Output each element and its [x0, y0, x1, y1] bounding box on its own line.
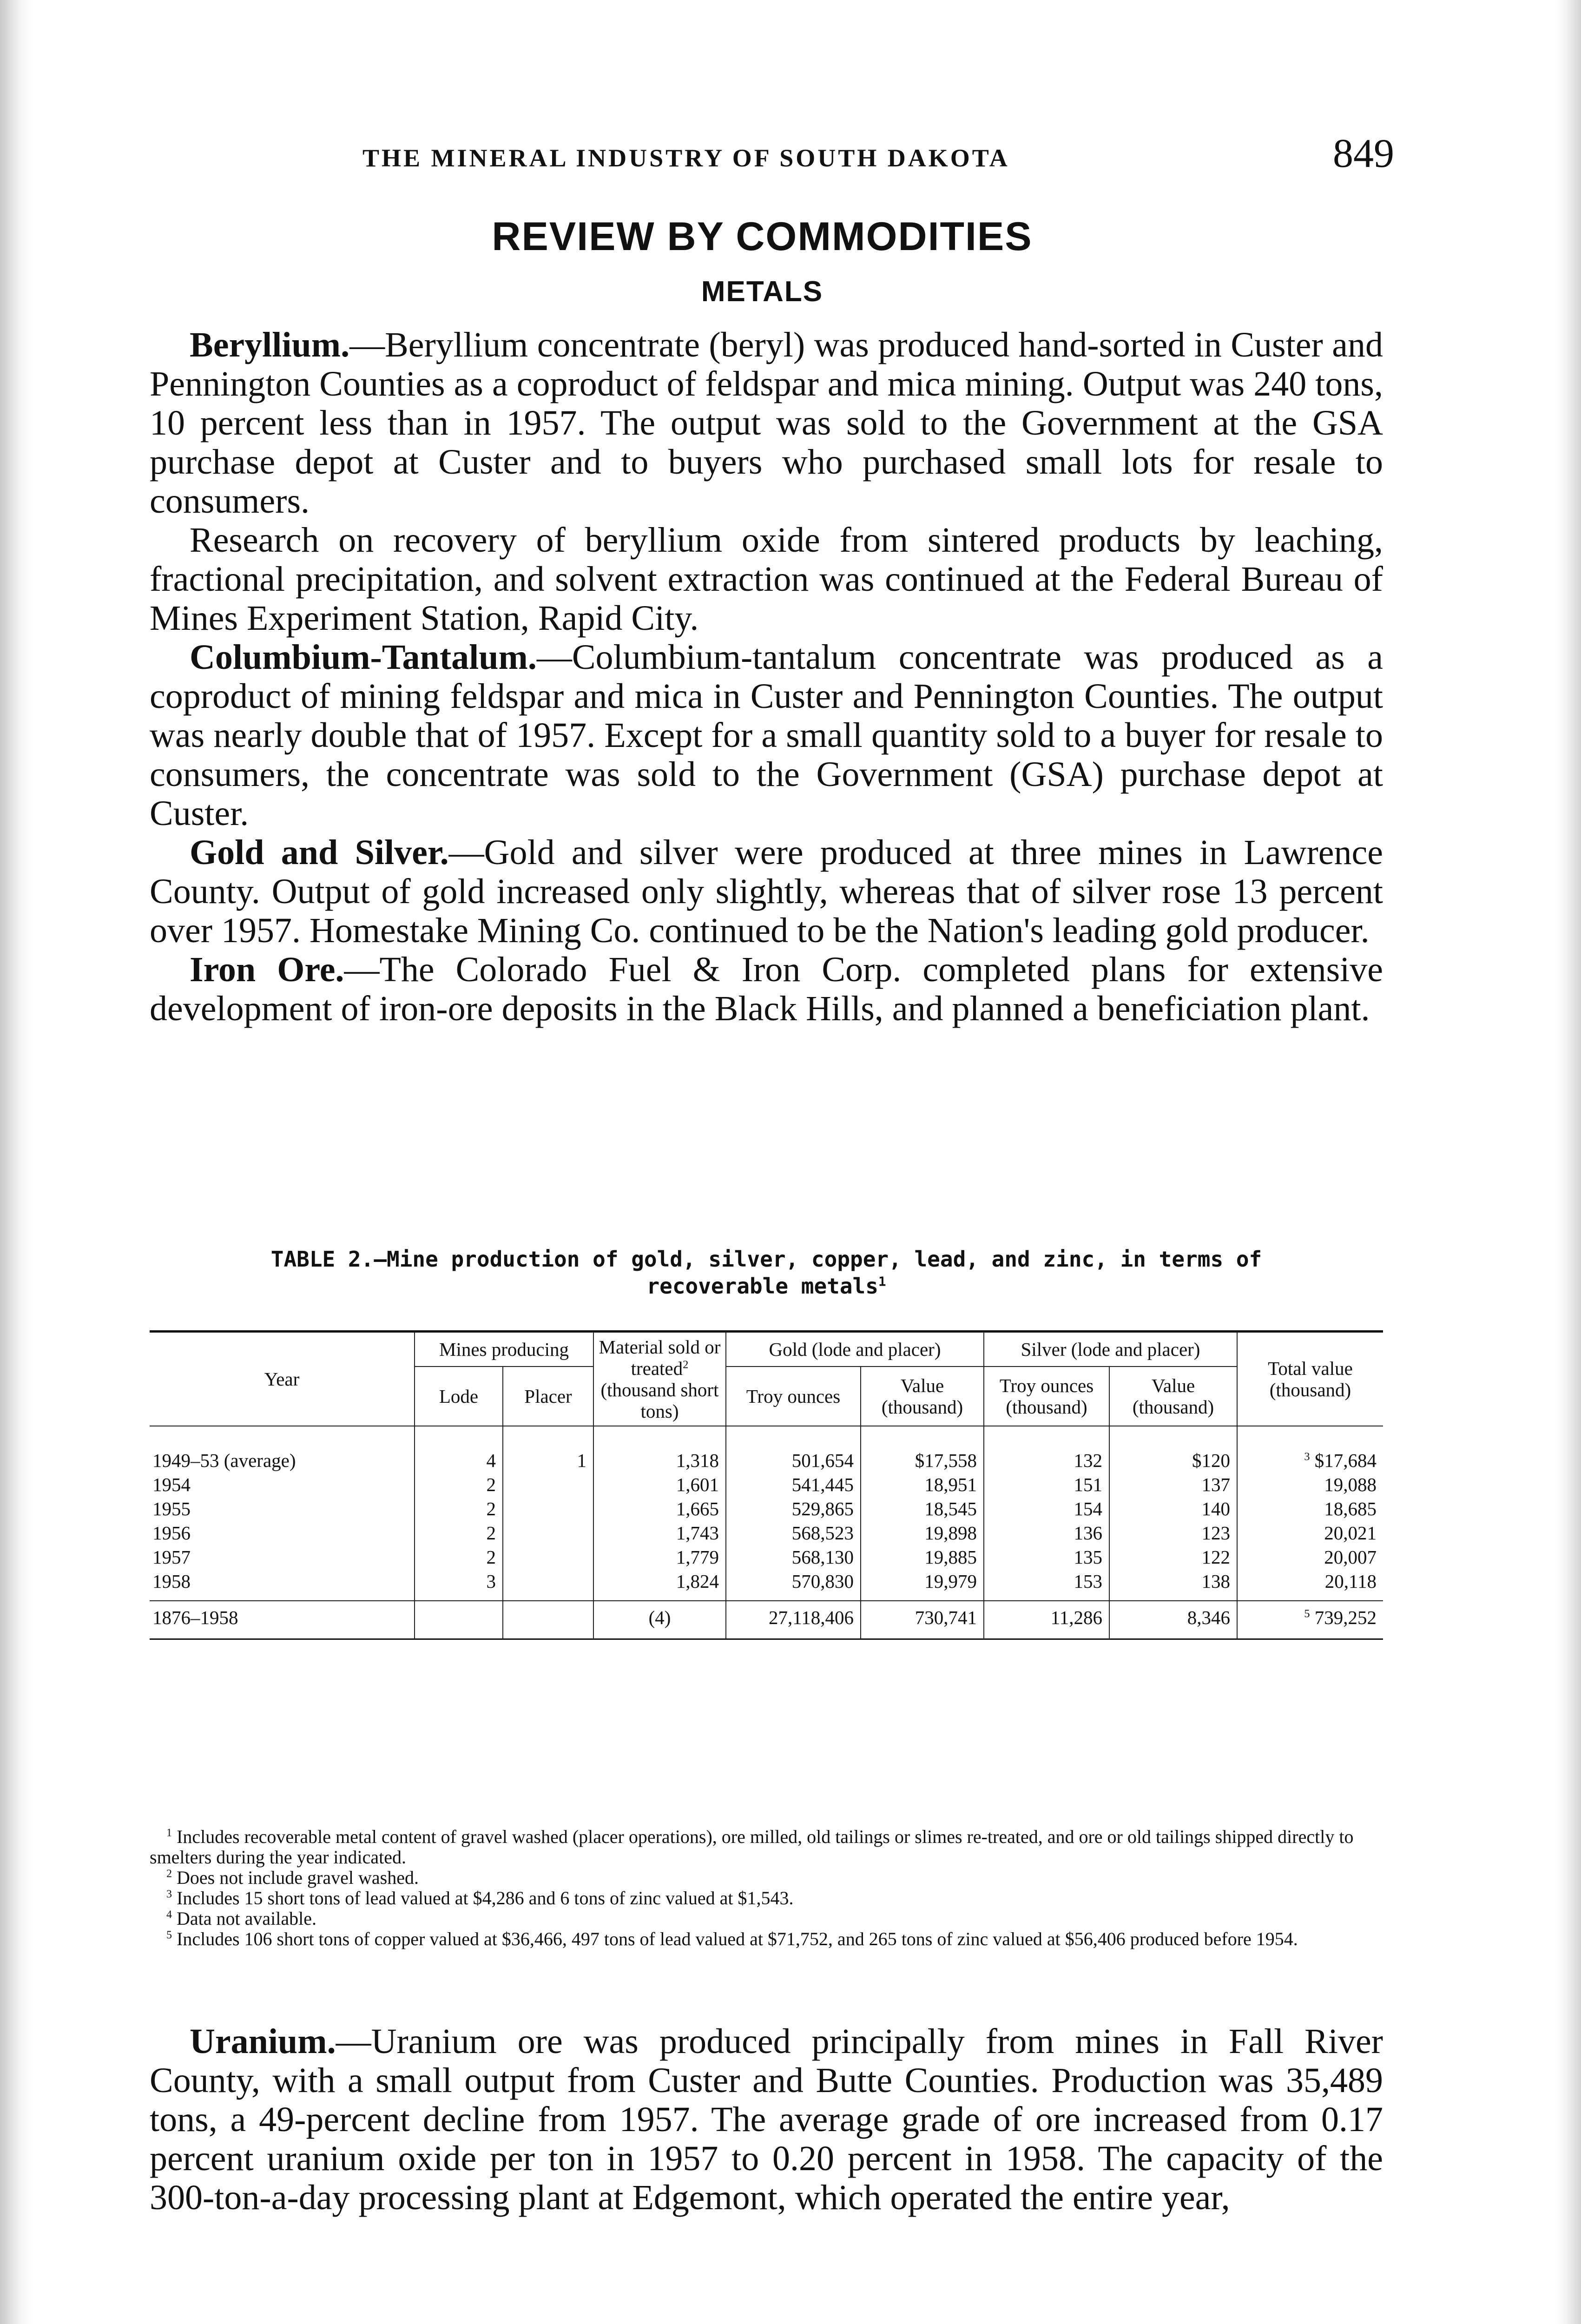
- cell-material: (4): [593, 1601, 726, 1639]
- footnote-text: Does not include gravel washed.: [177, 1867, 419, 1888]
- cell-material: 1,824: [593, 1569, 726, 1601]
- cell-placer: [503, 1601, 593, 1639]
- table-caption-note: 1: [878, 1274, 886, 1289]
- footnote: [150, 1827, 1383, 1868]
- table-row: [150, 1497, 1383, 1521]
- table-row: [150, 1569, 1383, 1601]
- section-title: REVIEW BY COMMODITIES: [492, 214, 1033, 259]
- footnote: [150, 1929, 1383, 1949]
- cell-silver-value: 122: [1109, 1545, 1237, 1569]
- cell-total-note: 5: [1304, 1607, 1310, 1620]
- cell-lode: 2: [415, 1472, 503, 1497]
- cell-material: 1,601: [593, 1472, 726, 1497]
- table-caption-line2: recoverable metals: [646, 1274, 878, 1299]
- cell-lode: 3: [415, 1569, 503, 1601]
- cell-gold-value: 18,545: [861, 1497, 984, 1521]
- footnote-text: Includes 106 short tons of copper valued at $36,466, 497 tons of lead valued at $71,752, and 265 tons of zinc valued at $56,406 produced before 1954.: [177, 1928, 1298, 1949]
- header-material-units: (thousand short tons): [600, 1379, 719, 1422]
- cell-lode: 2: [415, 1497, 503, 1521]
- paragraph-lead: Columbium-Tantalum.: [190, 638, 537, 677]
- cell-lode: 4: [415, 1426, 503, 1472]
- table-caption: [150, 1246, 1383, 1300]
- footnote-mark: 5: [166, 1929, 172, 1941]
- cell-total: 20,007: [1237, 1545, 1383, 1569]
- cell-gold-ounces: 541,445: [726, 1472, 861, 1497]
- cell-total: 20,118: [1237, 1569, 1383, 1601]
- paragraph-lead: Iron Ore.: [190, 950, 344, 989]
- header-placer: Placer: [503, 1367, 593, 1426]
- running-head: THE MINERAL INDUSTRY OF SOUTH DAKOTA: [362, 144, 1010, 172]
- paragraph-text: —The Colorado Fuel & Iron Corp. completed plans for extensive development of iron-ore deposits in the Black Hills, and planned a beneficiation plant.: [150, 950, 1383, 1028]
- cell-material: 1,665: [593, 1497, 726, 1521]
- paragraph-beryllium-research: [150, 521, 1383, 638]
- cell-gold-ounces: 27,118,406: [726, 1601, 861, 1639]
- paragraph-text: —Uranium ore was produced principally from mines in Fall River County, with a small output from Custer and Butte Counties. Production was 35,489 tons, a 49-percent decline from 1957. The average grade of ore increased from 0.17 percent uranium oxide per ton in 1957 to 0.20 percent in 1958. The capacity of the 300-ton-a-day processing plant at Edgemont, which operated the entire year,: [150, 2022, 1383, 2217]
- cell-silver-ounces: 132: [984, 1426, 1109, 1472]
- cell-year: 1958: [152, 1571, 191, 1592]
- cell-silver-ounces: 11,286: [984, 1601, 1109, 1639]
- paragraph-uranium: [150, 2022, 1383, 2217]
- cell-gold-ounces: 568,523: [726, 1521, 861, 1545]
- cell-placer: 1: [503, 1426, 593, 1472]
- paragraph-beryllium: [150, 325, 1383, 521]
- table-row: [150, 1472, 1383, 1497]
- cell-year: 1954: [152, 1474, 191, 1495]
- cell-gold-value: 19,979: [861, 1569, 984, 1601]
- footnote-text: Data not available.: [177, 1908, 316, 1929]
- cell-silver-ounces: 151: [984, 1472, 1109, 1497]
- paragraph-gold-silver: [150, 833, 1383, 950]
- paragraph-lead: Uranium.: [190, 2022, 336, 2061]
- cell-total: [1237, 1601, 1383, 1639]
- cell-placer: [503, 1569, 593, 1601]
- table-row: [150, 1521, 1383, 1545]
- footnote-mark: 2: [166, 1868, 172, 1880]
- cell-year: 1956: [152, 1522, 191, 1544]
- cell-silver-value: 138: [1109, 1569, 1237, 1601]
- cell-gold-value: 730,741: [861, 1601, 984, 1639]
- cell-silver-ounces: 153: [984, 1569, 1109, 1601]
- table-total-row: [150, 1601, 1383, 1639]
- cell-material: 1,743: [593, 1521, 726, 1545]
- header-silver-value: Value (thousand): [1109, 1367, 1237, 1426]
- paragraph-text: —Beryllium concentrate (beryl) was produced hand-sorted in Custer and Pennington Counties as a coproduct of feldspar and mica mining. Output was 240 tons, 10 percent less than in 1957. The output was sold to the Government at the GSA purchase depot at Custer and to buyers who purchased small lots for resale to consumers.: [150, 325, 1383, 521]
- paragraph-text: —Columbium-tantalum concentrate was produced as a coproduct of mining feldspar and mica in Custer and Pennington Counties. The output was nearly double that of 1957. Except for a small quantity sold to a buyer for resale to consumers, the concentrate was sold to the Government (GSA) purchase depot at Custer.: [150, 638, 1383, 833]
- page-number: 849: [1333, 131, 1394, 176]
- footnote: [150, 1908, 1383, 1929]
- cell-silver-value: 123: [1109, 1521, 1237, 1545]
- cell-gold-ounces: 501,654: [726, 1426, 861, 1472]
- table-caption-line1: TABLE 2.—Mine production of gold, silver, copper, lead, and zinc, in terms of: [270, 1247, 1262, 1272]
- paragraph-text: —Gold and silver were produced at three mines in Lawrence County. Output of gold increased only slightly, whereas that of silver rose 13 percent over 1957. Homestake Mining Co. continued to be the Nation's leading gold producer.: [150, 833, 1383, 950]
- header-lode: Lode: [415, 1367, 503, 1426]
- footnote-text: Includes recoverable metal content of gravel washed (placer operations), ore milled, old tailings or slimes re-treated, and ore or old tailings shipped directly to smelters during the year indicated.: [150, 1826, 1354, 1868]
- paragraph-columbium-tantalum: [150, 638, 1383, 833]
- cell-total-value: 739,252: [1314, 1607, 1377, 1628]
- scan-edge-right: [1553, 0, 1581, 2324]
- production-table: [150, 1330, 1383, 1640]
- footnote: [150, 1888, 1383, 1908]
- footnote-text: Includes 15 short tons of lead valued at $4,286 and 6 tons of zinc valued at $1,543.: [177, 1888, 794, 1908]
- cell-total-value: $17,684: [1314, 1450, 1377, 1471]
- cell-silver-ounces: 154: [984, 1497, 1109, 1521]
- cell-total: [1237, 1426, 1383, 1472]
- cell-silver-value: $120: [1109, 1426, 1237, 1472]
- cell-material: 1,779: [593, 1545, 726, 1569]
- subsection-title: METALS: [701, 276, 823, 308]
- paragraph-lead: Beryllium.: [190, 325, 350, 364]
- uranium-body: [150, 2022, 1383, 2217]
- header-material: [593, 1332, 726, 1426]
- cell-total: 20,021: [1237, 1521, 1383, 1545]
- cell-silver-value: 137: [1109, 1472, 1237, 1497]
- table-footnotes: [150, 1827, 1383, 1949]
- cell-placer: [503, 1545, 593, 1569]
- footnote-mark: 3: [166, 1888, 172, 1901]
- header-material-note: 2: [683, 1358, 689, 1371]
- cell-lode: [415, 1601, 503, 1639]
- metals-body: [150, 325, 1383, 1028]
- cell-gold-value: 18,951: [861, 1472, 984, 1497]
- cell-total: 18,685: [1237, 1497, 1383, 1521]
- cell-silver-value: 140: [1109, 1497, 1237, 1521]
- cell-year: 1957: [152, 1546, 191, 1568]
- table-row: [150, 1426, 1383, 1472]
- cell-gold-ounces: 570,830: [726, 1569, 861, 1601]
- header-gold-value: Value (thousand): [861, 1367, 984, 1426]
- cell-silver-ounces: 136: [984, 1521, 1109, 1545]
- cell-material: 1,318: [593, 1426, 726, 1472]
- cell-gold-value: 19,885: [861, 1545, 984, 1569]
- cell-lode: 2: [415, 1521, 503, 1545]
- header-gold: Gold (lode and placer): [726, 1332, 984, 1367]
- header-gold-troy: Troy ounces: [726, 1367, 861, 1426]
- cell-total: 19,088: [1237, 1472, 1383, 1497]
- paragraph-iron-ore: [150, 950, 1383, 1028]
- header-silver: Silver (lode and placer): [984, 1332, 1237, 1367]
- header-silver-troy: Troy ounces (thousand): [984, 1367, 1109, 1426]
- cell-gold-value: $17,558: [861, 1426, 984, 1472]
- cell-year: 1876–1958: [150, 1601, 415, 1639]
- footnote-mark: 1: [166, 1827, 172, 1839]
- cell-total-note: 3: [1304, 1450, 1310, 1463]
- header-material-label: Material sold or treated: [599, 1336, 721, 1379]
- cell-silver-value: 8,346: [1109, 1601, 1237, 1639]
- table-row: [150, 1545, 1383, 1569]
- cell-year: 1949–53 (average): [152, 1450, 296, 1471]
- paragraph-text: Research on recovery of beryllium oxide from sintered products by leaching, fractional precipitation, and solvent extraction was continued at the Federal Bureau of Mines Experiment Station, Rapid City.: [150, 521, 1383, 638]
- header-mines-producing: Mines producing: [415, 1332, 593, 1367]
- cell-placer: [503, 1472, 593, 1497]
- header-year: Year: [150, 1332, 415, 1426]
- cell-lode: 2: [415, 1545, 503, 1569]
- footnote: [150, 1868, 1383, 1888]
- cell-year: 1955: [152, 1498, 191, 1519]
- cell-gold-ounces: 529,865: [726, 1497, 861, 1521]
- cell-silver-ounces: 135: [984, 1545, 1109, 1569]
- cell-placer: [503, 1497, 593, 1521]
- paragraph-lead: Gold and Silver.: [190, 833, 449, 872]
- header-total-value: Total value (thousand): [1237, 1332, 1383, 1426]
- cell-gold-ounces: 568,130: [726, 1545, 861, 1569]
- cell-gold-value: 19,898: [861, 1521, 984, 1545]
- cell-placer: [503, 1521, 593, 1545]
- footnote-mark: 4: [166, 1908, 172, 1921]
- scan-edge-left: [0, 0, 33, 2324]
